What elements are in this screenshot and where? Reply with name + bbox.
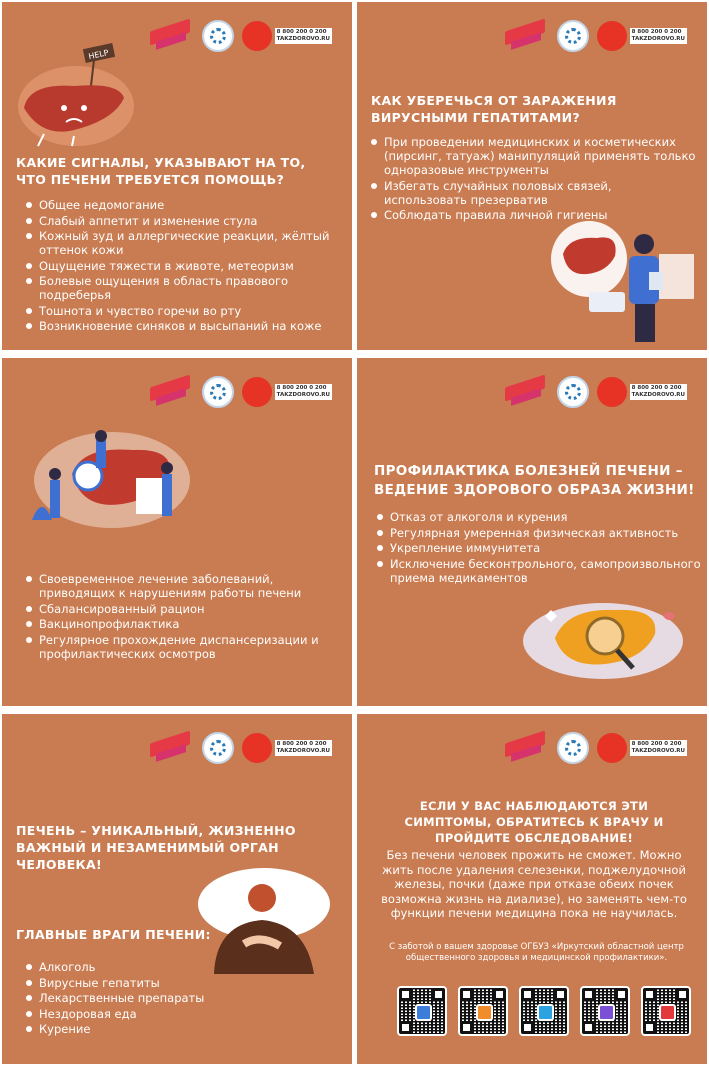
health-center-logo (202, 376, 234, 408)
partner-logos (150, 376, 332, 408)
list-item: Укрепление иммунитета (377, 541, 702, 555)
takzdorovo-logo (242, 733, 332, 763)
list-item: Исключение бесконтрольного, самопроизвольного приема медикаментов (377, 557, 702, 585)
national-project-logo (505, 21, 549, 51)
card-prevention (357, 358, 707, 706)
health-center-logo (557, 20, 589, 52)
qr-code[interactable] (641, 986, 691, 1036)
national-project-logo (150, 733, 194, 763)
sad-liver-illustration (14, 38, 139, 148)
list-item: Слабый аппетит и изменение стула (26, 214, 346, 228)
site-url: TAKZDOROVO.RU (276, 392, 330, 398)
list-item: Тошнота и чувство горечи во рту (26, 304, 346, 318)
qr-code[interactable] (397, 986, 447, 1036)
takzdorovo-logo (597, 733, 687, 763)
card6-body: Без печени человек прожить не сможет. Можно жить после удаления селезенки, поджелудочной железы, почки (даже при отказе обеих почек возможна жизнь на диализе), но заменять чем-то функции печени медицина пока не научилась. (381, 848, 687, 920)
list-item: Регулярная умеренная физическая активность (377, 526, 702, 540)
partner-logos (505, 376, 687, 408)
hotline-phone: 8 800 200 0 200 (631, 741, 682, 747)
list-item: Болевые ощущения в область правового подреберья (26, 274, 346, 302)
list-item: Алкоголь (26, 960, 246, 974)
card-liver-enemies (2, 714, 352, 1064)
health-center-logo (202, 20, 234, 52)
list-item: Общее недомогание (26, 198, 346, 212)
magnifier-liver-illustration (515, 586, 690, 686)
national-project-logo (150, 21, 194, 51)
site-url: TAKZDOROVO.RU (276, 36, 330, 42)
max-icon (598, 1004, 615, 1021)
card2-title: КАК УБЕРЕЧЬСЯ ОТ ЗАРАЖЕНИЯ ВИРУСНЫМИ ГЕПАТИТАМИ? (371, 93, 617, 125)
list-item: Своевременное лечение заболеваний, приводящих к нарушениям работы печени (26, 572, 346, 600)
liver-research-illustration (22, 424, 192, 534)
health-center-logo (557, 376, 589, 408)
card5-subtitle: ГЛАВНЫЕ ВРАГИ ПЕЧЕНИ: (16, 927, 211, 942)
card4-title: ПРОФИЛАКТИКА БОЛЕЗНЕЙ ПЕЧЕНИ – ВЕДЕНИЕ ЗДОРОВОГО ОБРАЗА ЖИЗНИ! (374, 463, 695, 498)
list-item: Курение (26, 1022, 246, 1036)
qr-code[interactable] (580, 986, 630, 1036)
qr-code-row (397, 986, 691, 1036)
card4-list (377, 510, 702, 586)
site-url: TAKZDOROVO.RU (631, 392, 685, 398)
list-item: Нездоровая еда (26, 1007, 246, 1021)
health-center-logo (202, 732, 234, 764)
list-item: Сбалансированный рацион (26, 602, 346, 616)
card3-list (26, 572, 346, 662)
list-item: Кожный зуд и аллергические реакции, жёлтый оттенок кожи (26, 229, 346, 257)
list-item: Ощущение тяжести в животе, метеоризм (26, 259, 346, 273)
takzdorovo-logo (597, 377, 687, 407)
hotline-phone: 8 800 200 0 200 (276, 385, 327, 391)
qr-code[interactable] (519, 986, 569, 1036)
list-item: Вакцинопрофилактика (26, 617, 346, 631)
hotline-phone: 8 800 200 0 200 (276, 29, 327, 35)
list-item: Лекарственные препараты (26, 991, 246, 1005)
site-url: TAKZDOROVO.RU (631, 748, 685, 754)
takzdorovo-logo (597, 21, 687, 51)
card-liver-care (2, 358, 352, 706)
list-item: Регулярное прохождение диспансеризации и профилактических осмотров (26, 633, 346, 661)
card2-list (371, 135, 696, 224)
list-item: При проведении медицинских и косметических (пирсинг, татуаж) манипуляций применять только одноразовые инструменты (371, 135, 696, 177)
list-item: Вирусные гепатиты (26, 976, 246, 990)
hotline-phone: 8 800 200 0 200 (631, 29, 682, 35)
partner-logos (150, 732, 332, 764)
rutube-icon (659, 1004, 676, 1021)
card-liver-signals (2, 2, 352, 350)
health-center-logo (557, 732, 589, 764)
takzdorovo-logo (242, 21, 332, 51)
national-project-logo (505, 733, 549, 763)
card-hepatitis-prevention (357, 2, 707, 350)
takzdorovo-logo (242, 377, 332, 407)
help-sign-text: HELP (87, 48, 110, 62)
hotline-phone: 8 800 200 0 200 (276, 741, 327, 747)
ok-icon (476, 1004, 493, 1021)
vk-icon (415, 1004, 432, 1021)
national-project-logo (505, 377, 549, 407)
telegram-icon (537, 1004, 554, 1021)
card5-list (26, 960, 246, 1038)
card-see-doctor (357, 714, 707, 1064)
doctor-liver-illustration (549, 214, 699, 344)
card1-list (26, 198, 346, 335)
hotline-phone: 8 800 200 0 200 (631, 385, 682, 391)
partner-logos (505, 20, 687, 52)
site-url: TAKZDOROVO.RU (276, 748, 330, 754)
list-item: Отказ от алкоголя и курения (377, 510, 702, 524)
list-item: Возникновение синяков и высыпаний на коже (26, 319, 346, 333)
partner-logos (150, 20, 332, 52)
site-url: TAKZDOROVO.RU (631, 36, 685, 42)
card6-title: ЕСЛИ У ВАС НАБЛЮДАЮТСЯ ЭТИ СИМПТОМЫ, ОБРАТИТЕСЬ К ВРАЧУ И ПРОЙДИТЕ ОБСЛЕДОВАНИЕ! (404, 799, 664, 845)
card6-footer: С заботой о вашем здоровье ОГБУЗ «Иркутский областной центр общественного здоровья и медицинской профилактики». (389, 942, 684, 963)
partner-logos (505, 732, 687, 764)
card5-title: ПЕЧЕНЬ – УНИКАЛЬНЫЙ, ЖИЗНЕННО ВАЖНЫЙ И НЕЗАМЕНИМЫЙ ОРГАН ЧЕЛОВЕКА! (16, 823, 296, 872)
list-item: Соблюдать правила личной гигиены (371, 208, 696, 222)
card1-title: КАКИЕ СИГНАЛЫ, УКАЗЫВАЮТ НА ТО, ЧТО ПЕЧЕНИ ТРЕБУЕТСЯ ПОМОЩЬ? (16, 155, 306, 187)
qr-code[interactable] (458, 986, 508, 1036)
list-item: Избегать случайных половых связей, использовать презерватив (371, 179, 696, 207)
national-project-logo (150, 377, 194, 407)
